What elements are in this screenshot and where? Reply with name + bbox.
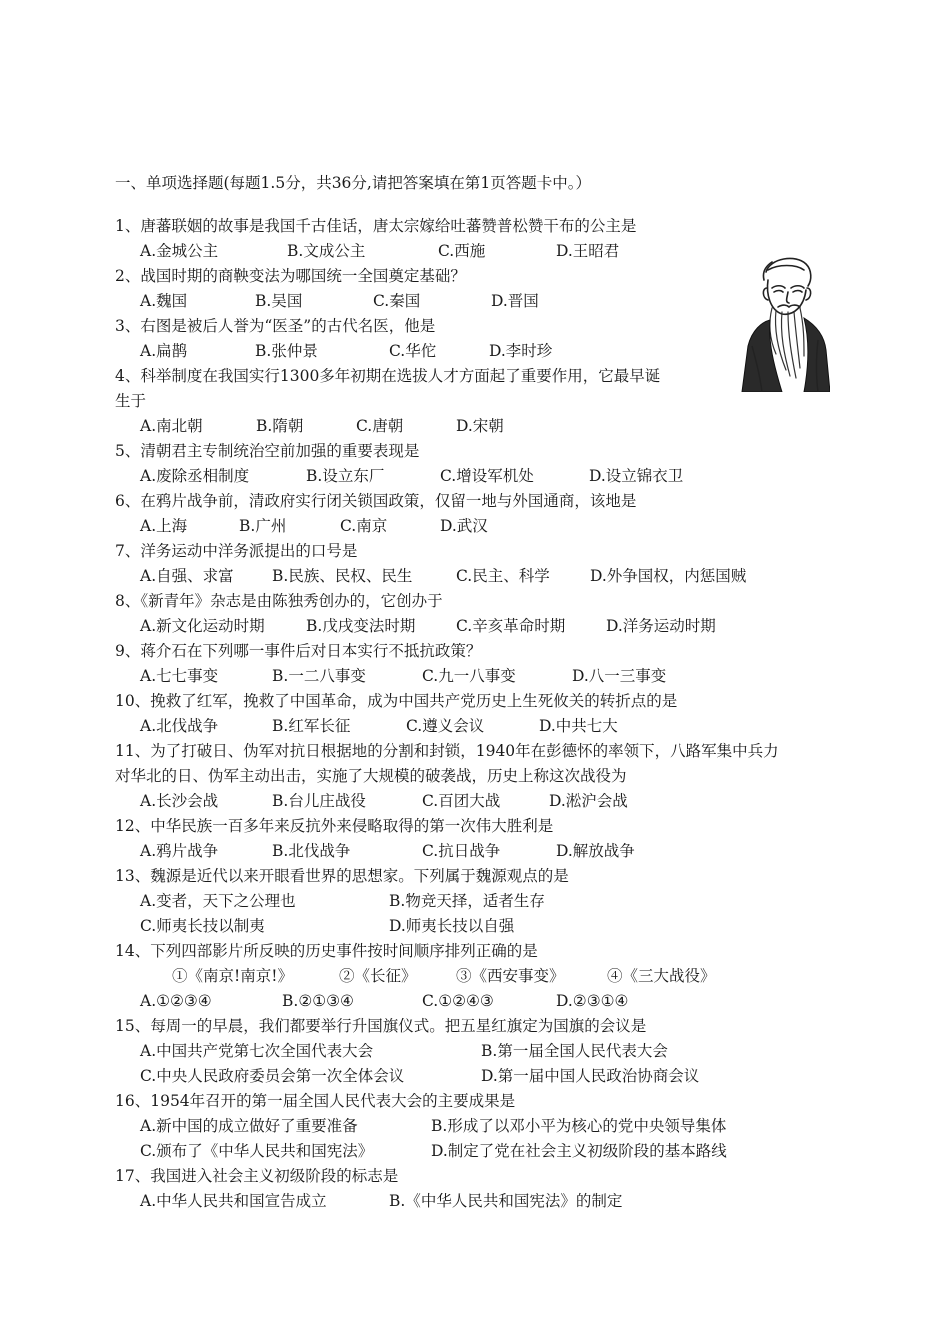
question-11-stem: 11、为了打破日、伪军对抗日根据地的分割和封锁，1940年在彭德怀的率领下，八路军集中兵力: [115, 742, 779, 760]
question-7-option-b: B.民族、民权、民生: [272, 567, 413, 585]
question-14-film-3: ③《西安事变》: [456, 967, 565, 985]
question-17-option-b: B.《中华人民共和国宪法》的制定: [389, 1192, 623, 1210]
question-4-option-a: A.南北朝: [140, 417, 203, 435]
question-5-option-b: B.设立东厂: [306, 467, 385, 485]
question-11-stem-continued: 对华北的日、伪军主动出击，实施了大规模的破袭战，历史上称这次战役为: [115, 767, 627, 785]
question-1-option-c: C.西施: [438, 242, 486, 260]
question-9-option-d: D.八一三事变: [572, 667, 667, 685]
question-5-option-d: D.设立锦衣卫: [589, 467, 684, 485]
question-17-stem: 17、我国进入社会主义初级阶段的标志是: [115, 1167, 399, 1185]
question-5-option-c: C.增设军机处: [440, 467, 534, 485]
question-16-stem: 16、1954年召开的第一届全国人民代表大会的主要成果是: [115, 1092, 516, 1110]
question-9-option-a: A.七七事变: [140, 667, 219, 685]
question-14-film-1: ①《南京!南京!》: [172, 967, 293, 985]
question-8-option-c: C.辛亥革命时期: [456, 617, 566, 635]
question-6-option-a: A.上海: [140, 517, 188, 535]
question-7-option-d: D.外争国权，内惩国贼: [590, 567, 747, 585]
question-16-option-c: C.颁布了《中华人民共和国宪法》: [140, 1142, 374, 1160]
question-14-option-b: B.②①③④: [282, 992, 354, 1010]
question-15-stem: 15、每周一的早晨，我们都要举行升国旗仪式。把五星红旗定为国旗的会议是: [115, 1017, 647, 1035]
question-16-option-d: D.制定了党在社会主义初级阶段的基本路线: [431, 1142, 727, 1160]
question-9-option-c: C.九一八事变: [422, 667, 516, 685]
question-8-stem: 8、《新青年》杂志是由陈独秀创办的，它创办于: [115, 592, 443, 610]
question-5-option-a: A.废除丞相制度: [140, 467, 250, 485]
question-14-option-d: D.②③①④: [556, 992, 629, 1010]
question-13-option-d: D.师夷长技以自强: [389, 917, 515, 935]
question-15-option-d: D.第一届中国人民政治协商会议: [481, 1067, 700, 1085]
question-14-film-4: ④《三大战役》: [607, 967, 716, 985]
question-7-option-a: A.自强、求富: [140, 567, 234, 585]
question-4-stem-continued: 生于: [115, 392, 147, 410]
question-3-option-c: C.华佗: [389, 342, 437, 360]
question-16-option-b: B.形成了以邓小平为核心的党中央领导集体: [431, 1117, 727, 1135]
section-header: 一、单项选择题(每题1.5分，共36分,请把答案填在第1页答题卡中。）: [115, 174, 591, 192]
question-12-option-d: D.解放战争: [556, 842, 635, 860]
question-13-stem: 13、魏源是近代以来开眼看世界的思想家。下列属于魏源观点的是: [115, 867, 569, 885]
question-15-option-b: B.第一届全国人民代表大会: [481, 1042, 668, 1060]
question-2-stem: 2、战国时期的商鞅变法为哪国统一全国奠定基础？: [115, 267, 466, 285]
question-15-option-c: C.中央人民政府委员会第一次全体会议: [140, 1067, 405, 1085]
question-3-option-b: B.张仲景: [255, 342, 318, 360]
question-9-option-b: B.一二八事变: [272, 667, 366, 685]
question-12-option-a: A.鸦片战争: [140, 842, 219, 860]
question-8-option-b: B.戊戌变法时期: [306, 617, 416, 635]
question-4-option-d: D.宋朝: [456, 417, 504, 435]
question-13-option-c: C.师夷长技以制夷: [140, 917, 265, 935]
question-1-option-b: B.文成公主: [287, 242, 366, 260]
question-13-option-b: B.物竞天择，适者生存: [389, 892, 545, 910]
question-11-option-c: C.百团大战: [422, 792, 501, 810]
question-14-film-2: ②《长征》: [339, 967, 417, 985]
question-16-option-a: A.新中国的成立做好了重要准备: [140, 1117, 358, 1135]
question-11-option-d: D.淞沪会战: [549, 792, 628, 810]
question-1-option-a: A.金城公主: [140, 242, 219, 260]
question-2-option-a: A.魏国: [140, 292, 188, 310]
question-6-option-d: D.武汉: [440, 517, 488, 535]
question-11-option-b: B.台儿庄战役: [272, 792, 366, 810]
question-12-stem: 12、中华民族一百多年来反抗外来侵略取得的第一次伟大胜利是: [115, 817, 554, 835]
question-3-stem: 3、右图是被后人誉为“医圣”的古代名医，他是: [115, 317, 436, 335]
question-10-stem: 10、挽救了红军，挽救了中国革命，成为中国共产党历史上生死攸关的转折点的是: [115, 692, 678, 710]
question-2-option-b: B.吴国: [255, 292, 303, 310]
question-10-option-d: D.中共七大: [539, 717, 618, 735]
question-14-stem: 14、下列四部影片所反映的历史事件按时间顺序排列正确的是: [115, 942, 538, 960]
question-10-option-b: B.红军长征: [272, 717, 351, 735]
question-2-option-d: D.晋国: [491, 292, 539, 310]
question-15-option-a: A.中国共产党第七次全国代表大会: [140, 1042, 374, 1060]
question-3-option-d: D.李时珍: [489, 342, 553, 360]
question-14-option-a: A.①②③④: [140, 992, 212, 1010]
question-10-option-c: C.遵义会议: [406, 717, 485, 735]
question-8-option-a: A.新文化运动时期: [140, 617, 265, 635]
question-4-option-c: C.唐朝: [356, 417, 404, 435]
question-11-option-a: A.长沙会战: [140, 792, 219, 810]
physician-portrait-image: [738, 250, 830, 392]
question-7-stem: 7、洋务运动中洋务派提出的口号是: [115, 542, 358, 560]
question-5-stem: 5、清朝君主专制统治空前加强的重要表现是: [115, 442, 420, 460]
question-4-stem: 4、科举制度在我国实行1300多年初期在选拔人才方面起了重要作用，它最早诞: [115, 367, 661, 385]
question-3-option-a: A.扁鹊: [140, 342, 188, 360]
question-13-option-a: A.变者，天下之公理也: [140, 892, 296, 910]
question-2-option-c: C.秦国: [373, 292, 421, 310]
question-12-option-b: B.北伐战争: [272, 842, 351, 860]
question-6-stem: 6、在鸦片战争前，清政府实行闭关锁国政策，仅留一地与外国通商，该地是: [115, 492, 637, 510]
question-7-option-c: C.民主、科学: [456, 567, 550, 585]
question-14-option-c: C.①②④③: [422, 992, 494, 1010]
question-10-option-a: A.北伐战争: [140, 717, 219, 735]
question-8-option-d: D.洋务运动时期: [606, 617, 716, 635]
question-4-option-b: B.隋朝: [256, 417, 304, 435]
question-1-stem: 1、唐蕃联姻的故事是我国千古佳话，唐太宗嫁给吐蕃赞普松赞干布的公主是: [115, 217, 637, 235]
question-6-option-c: C.南京: [340, 517, 388, 535]
question-17-option-a: A.中华人民共和国宣告成立: [140, 1192, 327, 1210]
question-12-option-c: C.抗日战争: [422, 842, 501, 860]
question-1-option-d: D.王昭君: [556, 242, 620, 260]
question-9-stem: 9、蒋介石在下列哪一事件后对日本实行不抵抗政策？: [115, 642, 482, 660]
question-6-option-b: B.广州: [239, 517, 287, 535]
